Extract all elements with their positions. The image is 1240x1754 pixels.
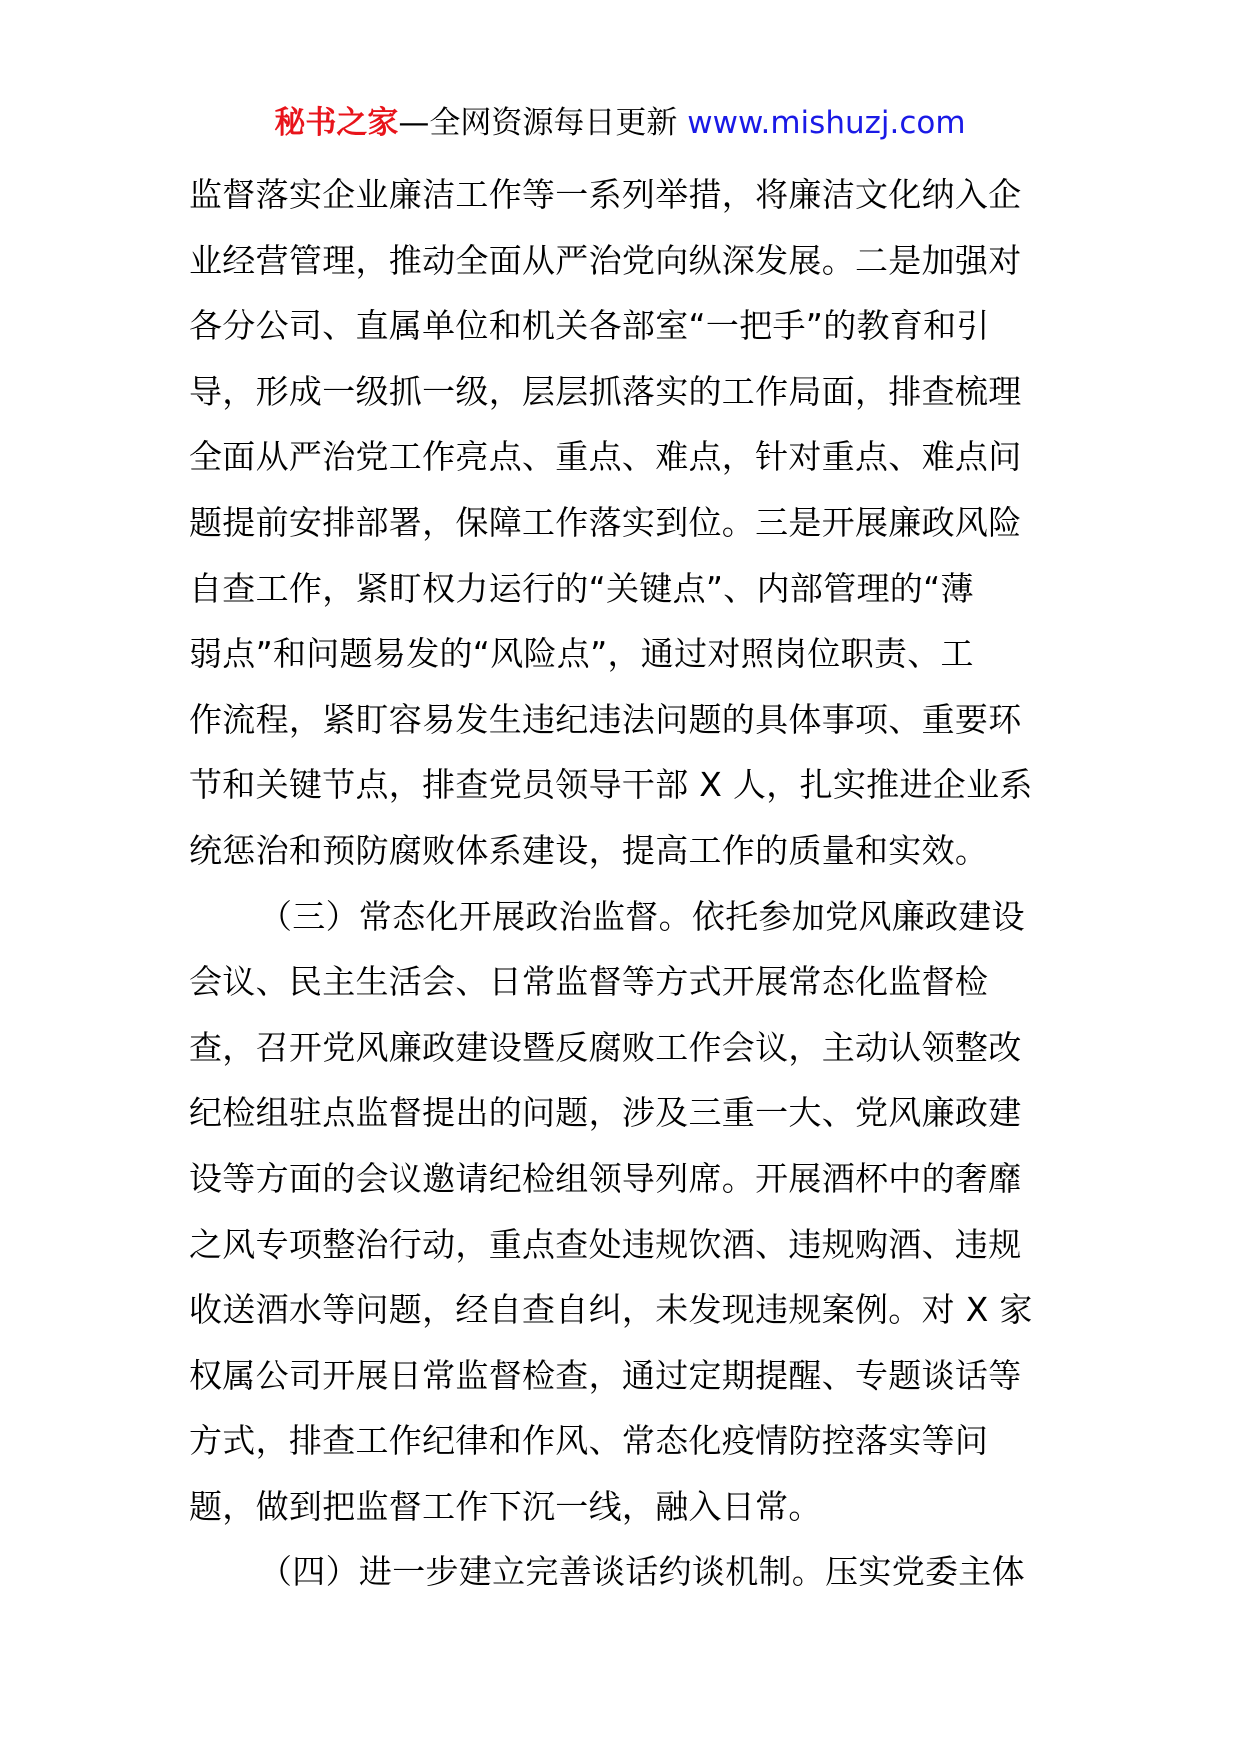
- body-line: 节和关键节点，排查党员领导干部 X 人，扎实推进企业系: [189, 765, 1033, 805]
- site-url-link[interactable]: www.mishuzj.com: [687, 105, 966, 141]
- body-line: 题提前安排部署，保障工作落实到位。三是开展廉政风险: [189, 502, 1022, 542]
- site-tagline: —全网资源每日更新: [398, 105, 688, 141]
- section-heading-line: （四）进一步建立完善谈话约谈机制。压实党委主体: [259, 1552, 1025, 1592]
- site-brand: 秘书之家: [274, 105, 399, 141]
- body-line: 监督落实企业廉洁工作等一系列举措，将廉洁文化纳入企: [189, 175, 1022, 214]
- body-line: 各分公司、直属单位和机关各部室“一把手”的教育和引: [189, 306, 990, 346]
- body-line: 导，形成一级抓一级，层层抓落实的工作局面，排查梳理: [189, 371, 1022, 411]
- body-line: 统惩治和预防腐败体系建设，提高工作的质量和实效。: [189, 830, 989, 870]
- body-line: 会议、民主生活会、日常监督等方式开展常态化监督检: [189, 962, 989, 1002]
- body-line: 弱点”和问题易发的“风险点”，通过对照岗位职责、工: [189, 634, 974, 674]
- body-line: 作流程，紧盯容易发生违纪违法问题的具体事项、重要环: [189, 699, 1022, 739]
- body-line: 权属公司开展日常监督检查，通过定期提醒、专题谈话等: [189, 1355, 1022, 1395]
- body-line: 收送酒水等问题，经自查自纠，未发现违规案例。对 X 家: [189, 1290, 1033, 1330]
- body-line: 全面从严治党工作亮点、重点、难点，针对重点、难点问: [189, 437, 1022, 477]
- body-line: 题，做到把监督工作下沉一线，融入日常。: [189, 1486, 822, 1526]
- site-header: [0, 98, 1240, 148]
- body-line: 业经营管理，推动全面从严治党向纵深发展。二是加强对: [189, 240, 1022, 280]
- body-line: 纪检组驻点监督提出的问题，涉及三重一大、党风廉政建: [189, 1093, 1022, 1133]
- body-line: 自查工作，紧盯权力运行的“关键点”、内部管理的“薄: [189, 568, 974, 608]
- section-heading-line: （三）常态化开展政治监督。依托参加党风廉政建设: [259, 896, 1025, 936]
- body-line: 之风专项整治行动，重点查处违规饮酒、违规购酒、违规: [189, 1224, 1022, 1264]
- body-line: 设等方面的会议邀请纪检组领导列席。开展酒杯中的奢靡: [189, 1158, 1022, 1198]
- body-line: 方式，排查工作纪律和作风、常态化疫情防控落实等问: [189, 1421, 989, 1461]
- document-body: [189, 162, 1059, 1605]
- body-line: 查，召开党风廉政建设暨反腐败工作会议，主动认领整改: [189, 1027, 1022, 1067]
